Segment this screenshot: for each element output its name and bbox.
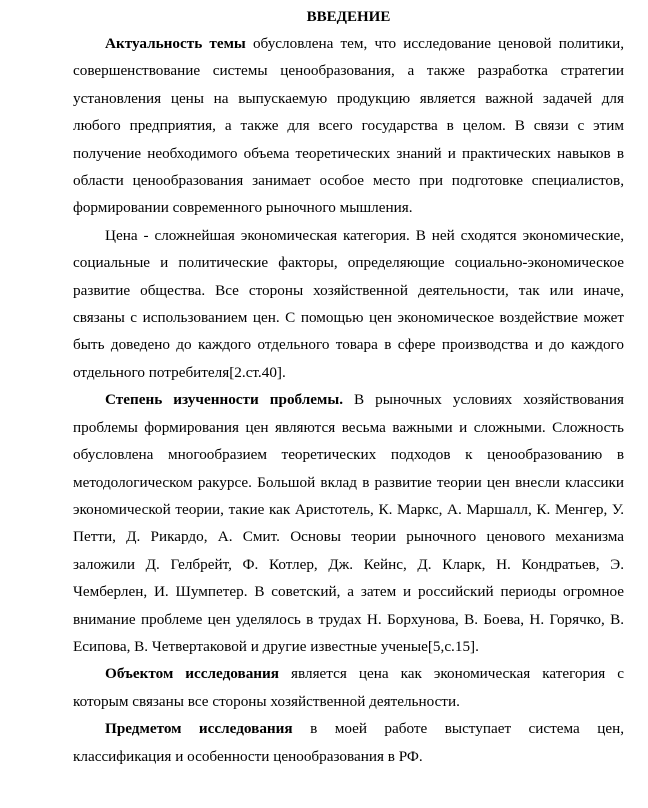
paragraph-text: обусловлена тем, что исследование ценовой политики, совершенствование системы ценообразования, а также разработка стратегии установления цены на выпускаемую продукцию является важной задачей для любого предприятия, а также для всего государства в целом. В связи с этим получение необходимого объема теоретических знаний и практических навыков в области ценообразования занимает особое место при подготовке специалистов, формировании современного рыночного мышления. bbox=[73, 35, 625, 217]
paragraph-text: в моей работе выступает система цен, классификация и особенности ценообразования в РФ. bbox=[73, 720, 625, 765]
paragraph-research-object bbox=[73, 660, 624, 715]
paragraph-lead: Актуальность темы bbox=[105, 35, 246, 52]
document-heading: ВВЕДЕНИЕ bbox=[306, 9, 391, 25]
paragraph-text: В рыночных условиях хозяйствования проблемы формирования цен являются весьма важными и сложными. Сложность обусловлена многообразием теоретических подходов к ценообразованию в методологическом ракурсе. Большой вклад в развитие теории цен внесли классики экономической теории, такие как Аристотель, К. Маркс, А. Маршалл, К. Менгер, У. Петти, Д. Рикардо, А. Смит. Основы теории рыночного ценового механизма заложили Д. Гелбрейт, Ф. Котлер, Дж. Кейнс, Д. Кларк, Н. Кондратьев, Э. Чемберлен, И. Шумпетер. В советский, а затем и российский периоды огромное внимание проблеме цен уделялось в трудах Н. Борхунова, В. Боева, Н. Горячко, В. Есипова, В. Четвертаковой и другие известные ученые[5,с.15]. bbox=[73, 391, 625, 655]
paragraph-price-category bbox=[73, 222, 624, 386]
paragraph-text: Цена - сложнейшая экономическая категория. В ней сходятся экономические, социальные и политические факторы, определяющие социально-экономическое развитие общества. Все стороны хозяйственной деятельности, так или иначе, связаны с использованием цен. С помощью цен экономическое воздействие может быть доведено до каждого отдельного товара в сфере производства и до каждого отдельного потребителя[2.ст.40]. bbox=[73, 226, 624, 381]
paragraph-text: является цена как экономическая категория с которым связаны все стороны хозяйственной деятельности. bbox=[73, 665, 624, 710]
paragraph-research-subject bbox=[73, 715, 624, 770]
paragraph-lead: Степень изученности проблемы. bbox=[105, 391, 344, 409]
document-page bbox=[73, 6, 624, 770]
paragraph-relevance bbox=[73, 30, 624, 222]
paragraph-lead: Объектом исследования bbox=[105, 665, 280, 683]
paragraph-research-degree bbox=[73, 386, 624, 660]
paragraph-lead: Предметом исследования bbox=[105, 720, 293, 738]
